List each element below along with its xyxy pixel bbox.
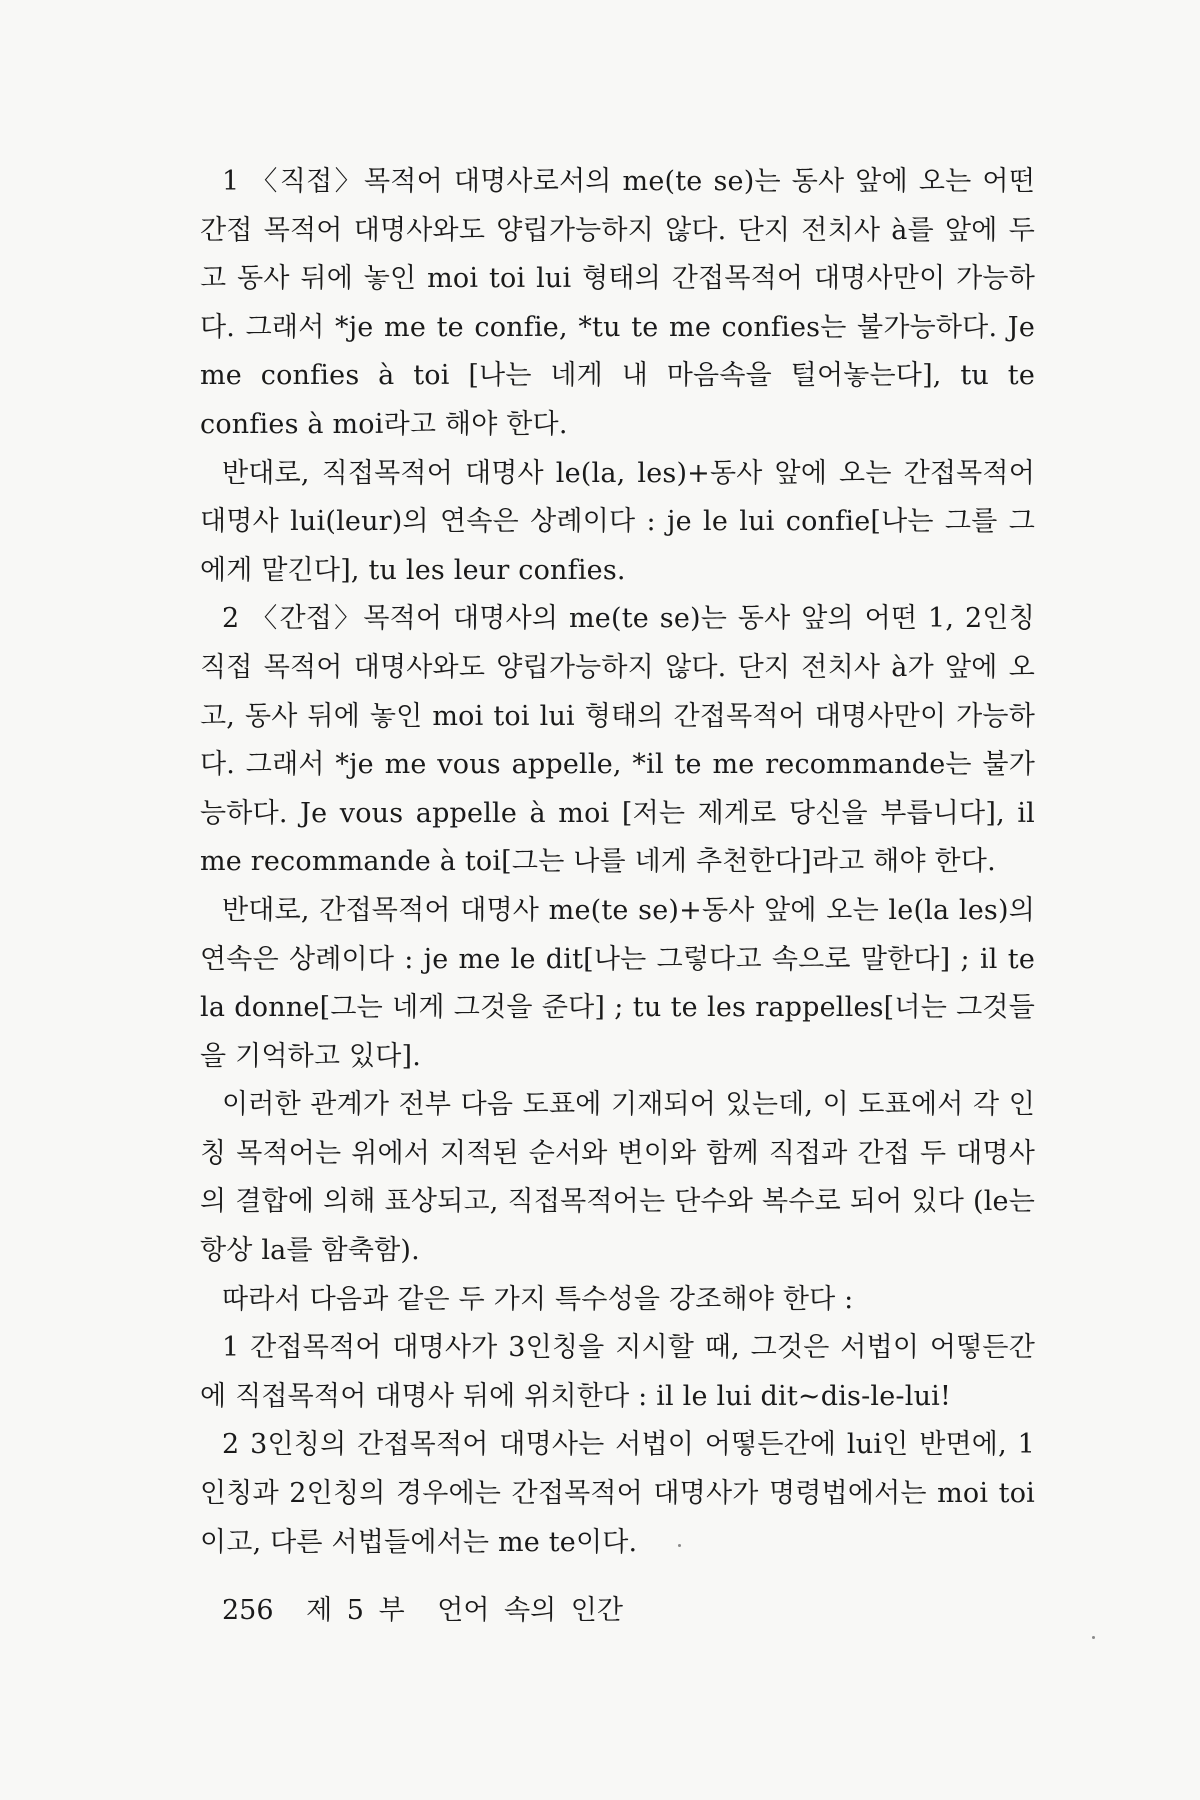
running-title: 언어 속의 인간 — [437, 1595, 623, 1626]
paragraph-5: 이러한 관계가 전부 다음 도표에 기재되어 있는데, 이 도표에서 각 인칭 목적어는 위에서 지적된 순서와 변이와 함께 직접과 간접 두 대명사의 결합에 의해 표상되고, 직접목적어는 단수와 복수로 되어 있다 (le는 항상 la를 함축함). — [200, 1089, 1035, 1267]
paragraph-8: 2 3인칭의 간접목적어 대명사는 서법이 어떻든간에 lui인 반면에, 1인칭과 2인칭의 경우에는 간접목적어 대명사가 명령법에서는 moi toi이고, 다른 서법들에서는 me te이다. — [200, 1429, 1035, 1558]
scan-speck — [678, 1544, 681, 1547]
paragraph-6: 따라서 다음과 같은 두 가지 특수성을 강조해야 한다 : — [222, 1283, 854, 1315]
page-footer — [222, 1588, 641, 1627]
paragraph-7: 1 간접목적어 대명사가 3인칭을 지시할 때, 그것은 서법이 어떻든간에 직접목적어 대명사 뒤에 위치한다 : il le lui dit~dis-le-lui! — [200, 1332, 1035, 1412]
body-text — [200, 158, 1035, 1567]
scan-speck — [1092, 1636, 1095, 1639]
part-label: 제 5 부 — [306, 1595, 405, 1626]
page-number: 256 — [222, 1595, 274, 1626]
paragraph-1: 1 〈직접〉목적어 대명사로서의 me(te se)는 동사 앞에 오는 어떤 간접 목적어 대명사와도 양립가능하지 않다. 단지 전치사 à를 앞에 두고 동사 뒤에 놓인 moi toi lui 형태의 간접목적어 대명사만이 가능하다. 그래서 *je me te confie, *tu te me confies는 불가능하다. Je me confies à toi [나는 네게 내 마음속을 털어놓는다], tu te confies à moi라고 해야 한다. — [200, 166, 1035, 440]
paragraph-4: 반대로, 간접목적어 대명사 me(te se)+동사 앞에 오는 le(la les)의 연속은 상례이다 : je me le dit[나는 그렇다고 속으로 말한다] ; il te la donne[그는 네게 그것을 준다] ; tu te les rappelles[너는 그것들을 기억하고 있다]. — [200, 894, 1035, 1072]
paragraph-2: 반대로, 직접목적어 대명사 le(la, les)+동사 앞에 오는 간접목적어 대명사 lui(leur)의 연속은 상례이다 : je le lui confie[나는 그를 그에게 맡긴다], tu les leur confies. — [200, 457, 1035, 586]
paragraph-3: 2 〈간접〉목적어 대명사의 me(te se)는 동사 앞의 어떤 1, 2인칭 직접 목적어 대명사와도 양립가능하지 않다. 단지 전치사 à가 앞에 오고, 동사 뒤에 놓인 moi toi lui 형태의 간접목적어 대명사만이 가능하다. 그래서 *je me vous appelle, *il te me recommande는 불가능하다. Je vous appelle à moi [저는 제게로 당신을 부릅니다], il me recommande à toi[그는 나를 네게 추천한다]라고 해야 한다. — [200, 603, 1035, 878]
